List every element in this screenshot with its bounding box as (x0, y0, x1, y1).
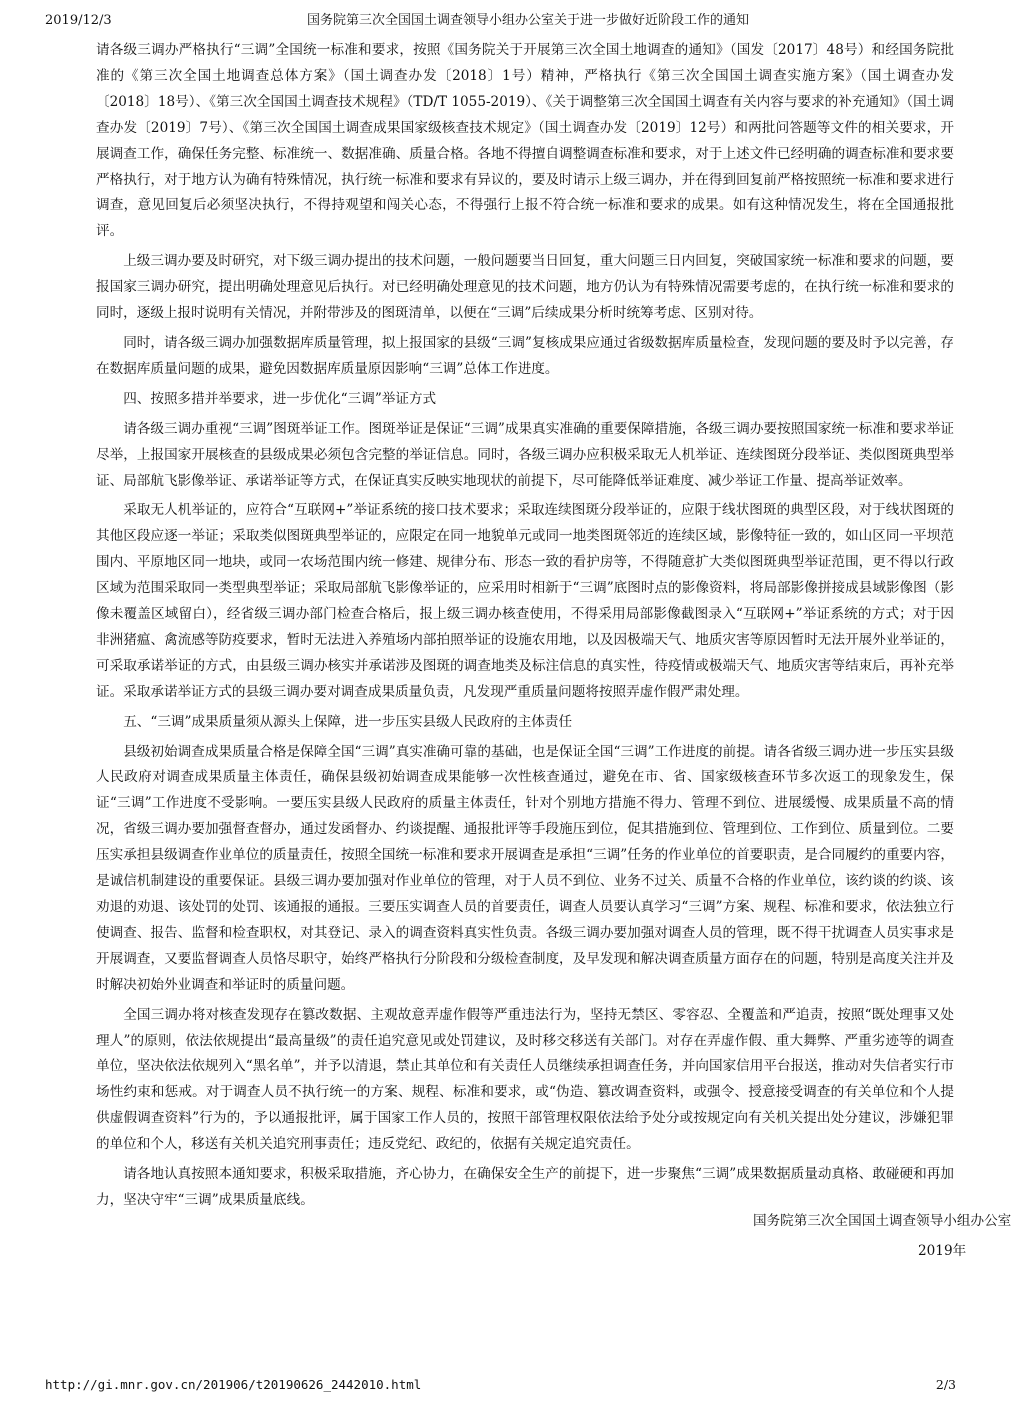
page-number: 2/3 (935, 1377, 956, 1392)
paragraph: 同时，请各级三调办加强数据库质量管理，拟上报国家的县级“三调”复核成果应通过省级数据库质量检查，发现问题的要及时予以完善，存在数据库质量问题的成果，避免因数据库质量原因影响“三调”总体工作进度。 (96, 334, 954, 377)
print-footer (0, 1374, 1000, 1396)
paragraph: 采取无人机举证的，应符合“互联网+”举证系统的接口技术要求；采取连续图斑分段举证的，应限于线状图斑的典型区段，对于线状图斑的其他区段应逐一举证；采取类似图斑典型举证的，应限定在同一地貌单元或同一地类图斑邻近的连续区域，影像特征一致的，如山区同一平坝范围内、平原地区同一地块，或同一农场范围内统一修建、规律分布、形态一致的看护房等，不得随意扩大类似图斑典型举证范围，更不得以行政区域为范围采取同一类型典型举证；采取局部航飞影像举证的，应采用时相新于“三调”底图时点的影像资料，将局部影像拼接成县域影像图（影像未覆盖区域留白），经省级三调办部门检查合格后，报上级三调办核查使用，不得采用局部影像截图录入“互联网+”举证系统的方式；对于因非洲猪瘟、禽流感等防疫要求，暂时无法进入养殖场内部拍照举证的设施农用地，以及因极端天气、地质灾害等原因暂时无法开展外业举证的，可采取承诺举证的方式，由县级三调办核实并承诺涉及图斑的调查地类及标注信息的真实性，待疫情或极端天气、地质灾害等结束后，再补充举证。采取承诺举证方式的县级三调办要对调查成果质量负责，凡发现严重质量问题将按照弄虚作假严肃处理。 (96, 502, 954, 700)
page-title: 国务院第三次全国国土调查领导小组办公室关于进一步做好近阶段工作的通知 (307, 13, 750, 28)
paragraph: 请各级三调办严格执行“三调”全国统一标准和要求，按照《国务院关于开展第三次全国土地调查的通知》（国发〔2017〕48号）和经国务院批准的《第三次全国土地调查总体方案》（国土调查办发〔2018〕1号）精神，严格执行《第三次全国国土调查实施方案》（国土调查办发〔2018〕18号）、《第三次全国国土调查技术规程》（TD/T 1055-2019）、《关于调整第三次全国国土调查有关内容与要求的补充通知》（国土调查办发〔2019〕7号）、《第三次全国国土调查成果国家级核查技术规定》（国土调查办发〔2019〕12号）和两批问答题等文件的相关要求，开展调查工作，确保任务完整、标准统一、数据准确、质量合格。各地不得擅自调整调查标准和要求，对于上述文件已经明确的调查标准和要求要严格执行，对于地方认为确有特殊情况，执行统一标准和要求有异议的，要及时请示上级三调办，并在得到回复前严格按照统一标准和要求进行调查，意见回复后必须坚决执行，不得持观望和闯关心态，不得强行上报不符合统一标准和要求的成果。如有这种情况发生，将在全国通报批评。 (96, 42, 954, 240)
print-date: 2019/12/3 (45, 13, 112, 28)
paragraph: 县级初始调查成果质量合格是保障全国“三调”真实准确可靠的基础，也是保证全国“三调”工作进度的前提。请各省级三调办进一步压实县级人民政府对调查成果质量主体责任，确保县级初始调查成果能够一次性核查通过，避免在市、省、国家级核查环节多次返工的现象发生，保证“三调”工作进度不受影响。一要压实县级人民政府的质量主体责任，针对个别地方措施不得力、管理不到位、进展缓慢、成果质量不高的情况，省级三调办要加强督查督办，通过发函督办、约谈提醒、通报批评等手段施压到位，促其措施到位、管理到位、工作到位、质量到位。二要压实承担县级调查作业单位的质量责任，按照全国统一标准和要求开展调查是承担“三调”任务的作业单位的首要职责，是合同履约的重要内容，是诚信机制建设的重要保证。县级三调办要加强对作业单位的管理，对于人员不到位、业务不过关、质量不合格的作业单位，该约谈的约谈、该劝退的劝退、该处罚的处罚、该通报的通报。三要压实调查人员的首要责任，调查人员要认真学习“三调”方案、规程、标准和要求，依法独立行使调查、报告、监督和检查职权，对其登记、录入的调查资料真实性负责。各级三调办要加强对调查人员的管理，既不得干扰调查人员实事求是开展调查，又要监督调查人员恪尽职守，始终严格执行分阶段和分级检查制度，及早发现和解决调查质量方面存在的问题，特别是高度关注并及时解决初始外业调查和举证时的质量问题。 (96, 743, 954, 993)
paragraph: 上级三调办要及时研究，对下级三调办提出的技术问题，一般问题要当日回复，重大问题三日内回复，突破国家统一标准和要求的问题，要报国家三调办研究，提出明确处理意见后执行。对已经明确处理意见的技术问题，地方仍认为有特殊情况需要考虑的，在执行统一标准和要求的同时，逐级上报时说明有关情况，并附带涉及的图斑清单，以便在“三调”后续成果分析时统筹考虑、区别对待。 (96, 253, 954, 322)
paragraph: 请各级三调办重视“三调”图斑举证工作。图斑举证是保证“三调”成果真实准确的重要保障措施，各级三调办要按照国家统一标准和要求举证尽举，上报国家开展核查的县级成果必须包含完整的举证信息。同时，各级三调办应积极采取无人机举证、连续图斑分段举证、类似图斑典型举证、局部航飞影像举证、承诺举证等方式，在保证真实反映实地现状的前提下，尽可能降低举证难度、减少举证工作量、提高举证效率。 (96, 420, 954, 489)
signature-org: 国务院第三次全国国土调查领导小组办公室 (753, 1213, 1011, 1229)
print-header (0, 10, 1000, 32)
paragraph: 请各地认真按照本通知要求，积极采取措施，齐心协力，在确保安全生产的前提下，进一步聚焦“三调”成果数据质量动真格、敢碰硬和再加力，坚决守牢“三调”成果质量底线。 (96, 1166, 954, 1208)
section-heading: 五、“三调”成果质量须从源头上保障，进一步压实县级人民政府的主体责任 (123, 713, 573, 730)
section-heading: 四、按照多措并举要求，进一步优化“三调”举证方式 (123, 390, 437, 407)
page-url: http://gi.mnr.gov.cn/201906/t20190626_2442010.html (45, 1377, 422, 1392)
paragraph: 全国三调办将对核查发现存在篡改数据、主观故意弄虚作假等严重违法行为，坚持无禁区、零容忍、全覆盖和严追责，按照“既处理事又处理人”的原则，依法依规提出“最高量级”的责任追究意见或处罚建议，及时移交移送有关部门。对存在弄虚作假、重大舞弊、严重劣迹等的调查单位，坚决依法依规列入“黑名单”，并予以清退，禁止其单位和有关责任人员继续承担调查任务，并向国家信用平台报送，推动对失信者实行市场性约束和惩戒。对于调查人员不执行统一的方案、规程、标准和要求，或“伪造、篡改调查资料，或强令、授意接受调查的有关单位和个人提供虚假调查资料”行为的，予以通报批评，属于国家工作人员的，按照干部管理权限依法给予处分或按规定向有关机关提出处分建议，涉嫌犯罪的单位和个人，移送有关机关追究刑事责任；违反党纪、政纪的，依据有关规定追究责任。 (96, 1006, 954, 1153)
document-body (96, 38, 954, 1218)
signature-date: 2019年 (918, 1243, 967, 1259)
